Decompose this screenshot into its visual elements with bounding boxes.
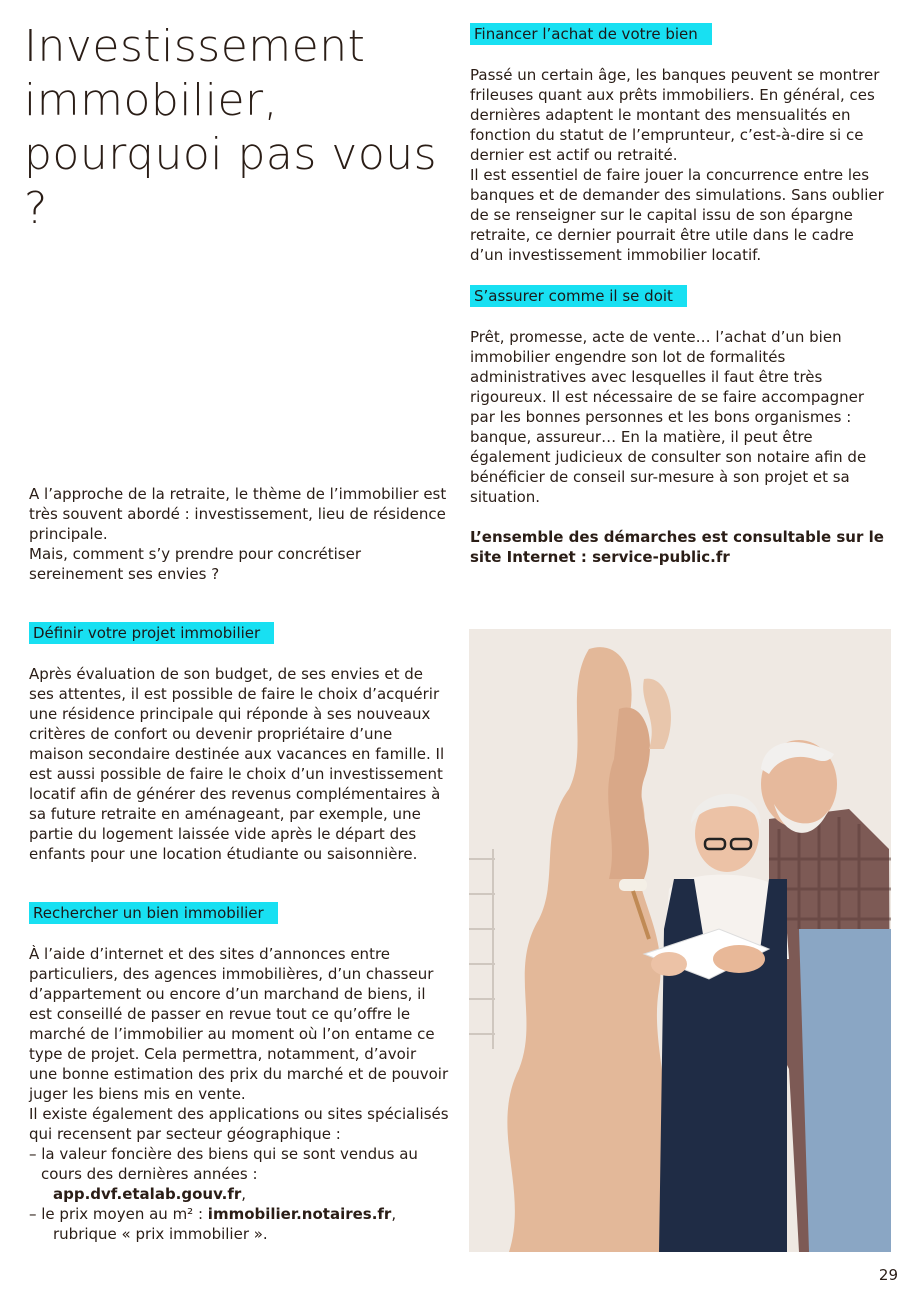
list-item-dvf [29, 1144, 449, 1204]
closing-note: L’ensemble des démarches est consultable sur le site Internet : service-public.fr [470, 528, 884, 566]
section-heading-assurer: S’assurer comme il se doit [470, 285, 687, 307]
couple-photo [469, 629, 891, 1252]
page-number: 29 [878, 1266, 898, 1284]
list-item-text: – la valeur foncière des biens qui se sont vendus au cours des dernières années : [29, 1145, 418, 1183]
intro-question: Mais, comment s’y prendre pour concrétiser sereinement ses envies ? [29, 545, 362, 583]
section-body-rechercher-2: Il existe également des applications ou sites spécialisés qui recensent par secteur géographique : [29, 1105, 449, 1143]
section-body-financer-2: Il est essentiel de faire jouer la concurrence entre les banques et de demander des simulations. Sans oublier de se renseigner sur le capital issu de son épargne retraite, ce dernier pourrait être utile dans le cadre d’un investissement immobilier locatif. [470, 166, 884, 264]
list-item-punct: , [241, 1185, 247, 1203]
list-item-notaires [29, 1204, 449, 1244]
section-body-rechercher: À l’aide d’internet et des sites d’annonces entre particuliers, des agences immobilières, d’un chasseur d’appartement ou encore d’un marchand de biens, il est conseillé de passer en revue tout ce qu’offre le marché de l’immobilier au moment où l’on entame ce type de projet. Cela permettra, notamment, d’avoir une bonne estimation des prix du marché et de pouvoir juger les biens mis en vente. [29, 945, 449, 1103]
link-dvf[interactable]: app.dvf.etalab.gouv.fr [53, 1185, 242, 1203]
list-item-rest: rubrique « prix immobilier ». [53, 1225, 268, 1243]
page-title: Investissement immobilier, pourquoi pas vous ? [24, 21, 438, 234]
section-body-assurer: Prêt, promesse, acte de vente… l’achat d’un bien immobilier engendre son lot de formalités administratives avec lesquelles il faut être très rigoureux. Il est nécessaire de se faire accompagner par les bonnes personnes et les bons organismes : banque, assureur… En la matière, il peut être également judicieux de consulter son notaire afin de bénéficier de conseil sur-mesure à son projet et sa situation. [470, 328, 867, 506]
list-item-punct: , [391, 1205, 397, 1223]
link-notaires[interactable]: immobilier.notaires.fr [207, 1205, 392, 1223]
left-column [29, 484, 449, 1244]
right-column [470, 23, 890, 567]
section-heading-financer: Financer l’achat de votre bien [470, 23, 712, 45]
section-body-financer: Passé un certain âge, les banques peuvent se montrer frileuses quant aux prêts immobiliers. En général, ces dernières adaptent le montant des mensualités en fonction du statut de l’emprunteur, c’est-à-dire si ce dernier est actif ou retraité. [470, 66, 880, 164]
section-heading-rechercher: Rechercher un bien immobilier [29, 902, 278, 924]
intro-paragraph: A l’approche de la retraite, le thème de l’immobilier est très souvent abordé : investissement, lieu de résidence principale. [29, 485, 447, 543]
section-body-definir: Après évaluation de son budget, de ses envies et de ses attentes, il est possible de faire le choix d’acquérir une résidence principale qui réponde à ses nouveaux critères de confort ou devenir propriétaire d’une maison secondaire destinée aux vacances en famille. Il est aussi possible de faire le choix d’un investissement locatif afin de générer des revenus complémentaires à sa future retraite en aménageant, par exemple, une partie du logement laissée vide après le départ des enfants pour une location étudiante ou saisonnière. [29, 665, 445, 863]
list-item-text: – le prix moyen au m² : [29, 1205, 208, 1223]
section-heading-definir: Définir votre projet immobilier [29, 622, 274, 644]
couple-illustration [469, 629, 891, 1252]
